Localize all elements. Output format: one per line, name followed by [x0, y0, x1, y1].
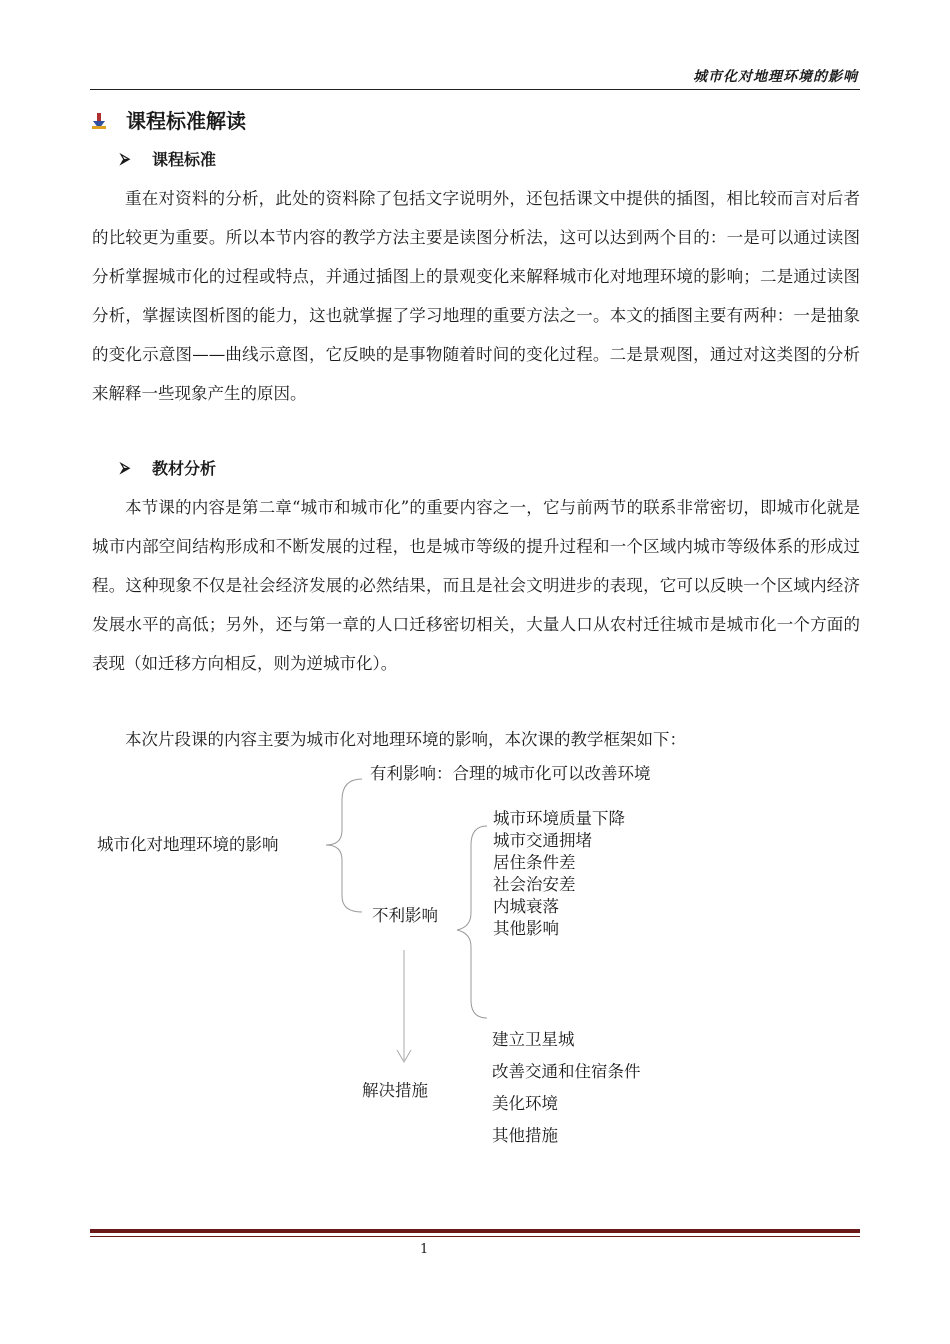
paragraph-framework-intro: 本次片段课的内容主要为城市化对地理环境的影响，本次课的教学框架如下： — [125, 730, 686, 749]
subheading-label: 课程标准 — [151, 150, 216, 169]
subheading-label: 教材分析 — [151, 459, 216, 478]
arrow-right-icon: ⮚ — [120, 459, 130, 476]
list-item: 改善交通和住宿条件 — [492, 1062, 641, 1081]
diagram-negative: 不利影响 — [372, 906, 438, 925]
running-header-title: 城市化对地理环境的影响 — [693, 69, 858, 85]
page-number: 1 — [420, 1242, 429, 1257]
list-item: 其他影响 — [493, 919, 559, 938]
list-item: 美化环境 — [492, 1094, 558, 1113]
list-item: 建立卫星城 — [492, 1030, 575, 1049]
list-item: 城市交通拥堵 — [493, 831, 592, 850]
diagram-root: 城市化对地理环境的影响 — [97, 835, 279, 854]
footer-rule-thick — [90, 1229, 860, 1233]
diagram-negative-list — [493, 808, 625, 940]
diagram-measures: 解决措施 — [362, 1081, 428, 1100]
section-title: 课程标准解读 — [126, 109, 246, 133]
list-item: 其他措施 — [492, 1126, 558, 1145]
paragraph-analysis: 本节课的内容是第二章“城市和城市化”的重要内容之一，它与前两节的联系非常密切，即城市化就是城市内部空间结构形成和不断发展的过程，也是城市等级的提升过程和一个区域内城市等级体系的形成过程。这种现象不仅是社会经济发展的必然结果，而且是社会文明进步的表现，它可以反映一个区域内经济发展水平的高低；另外，还与第一章的人口迁移密切相关，大量人口从农村迁往城市是城市化一个方面的表现（如迁移方向相反，则为逆城市化）。 — [92, 498, 860, 673]
list-item: 社会治安差 — [493, 875, 576, 894]
footer-rule-thin — [90, 1236, 860, 1237]
arrow-right-icon: ⮚ — [120, 150, 130, 167]
list-item: 城市环境质量下降 — [493, 809, 625, 828]
diagram-positive: 有利影响：合理的城市化可以改善环境 — [370, 764, 651, 783]
list-item: 居住条件差 — [493, 853, 576, 872]
diagram-measures-list — [492, 1024, 641, 1152]
paragraph-standard: 重在对资料的分析，此处的资料除了包括文字说明外，还包括课文中提供的插图，相比较而言对后者的比较更为重要。所以本节内容的教学方法主要是读图分析法，这可以达到两个目的：一是可以通过读图分析掌握城市化的过程或特点，并通过插图上的景观变化来解释城市化对地理环境的影响；二是通过读图分析，掌握读图析图的能力，这也就掌握了学习地理的重要方法之一。本文的插图主要有两种：一是抽象的变化示意图——曲线示意图，它反映的是事物随着时间的变化过程。二是景观图，通过对这类图的分析来解释一些现象产生的原因。 — [92, 189, 860, 403]
list-item: 内城衰落 — [493, 897, 559, 916]
